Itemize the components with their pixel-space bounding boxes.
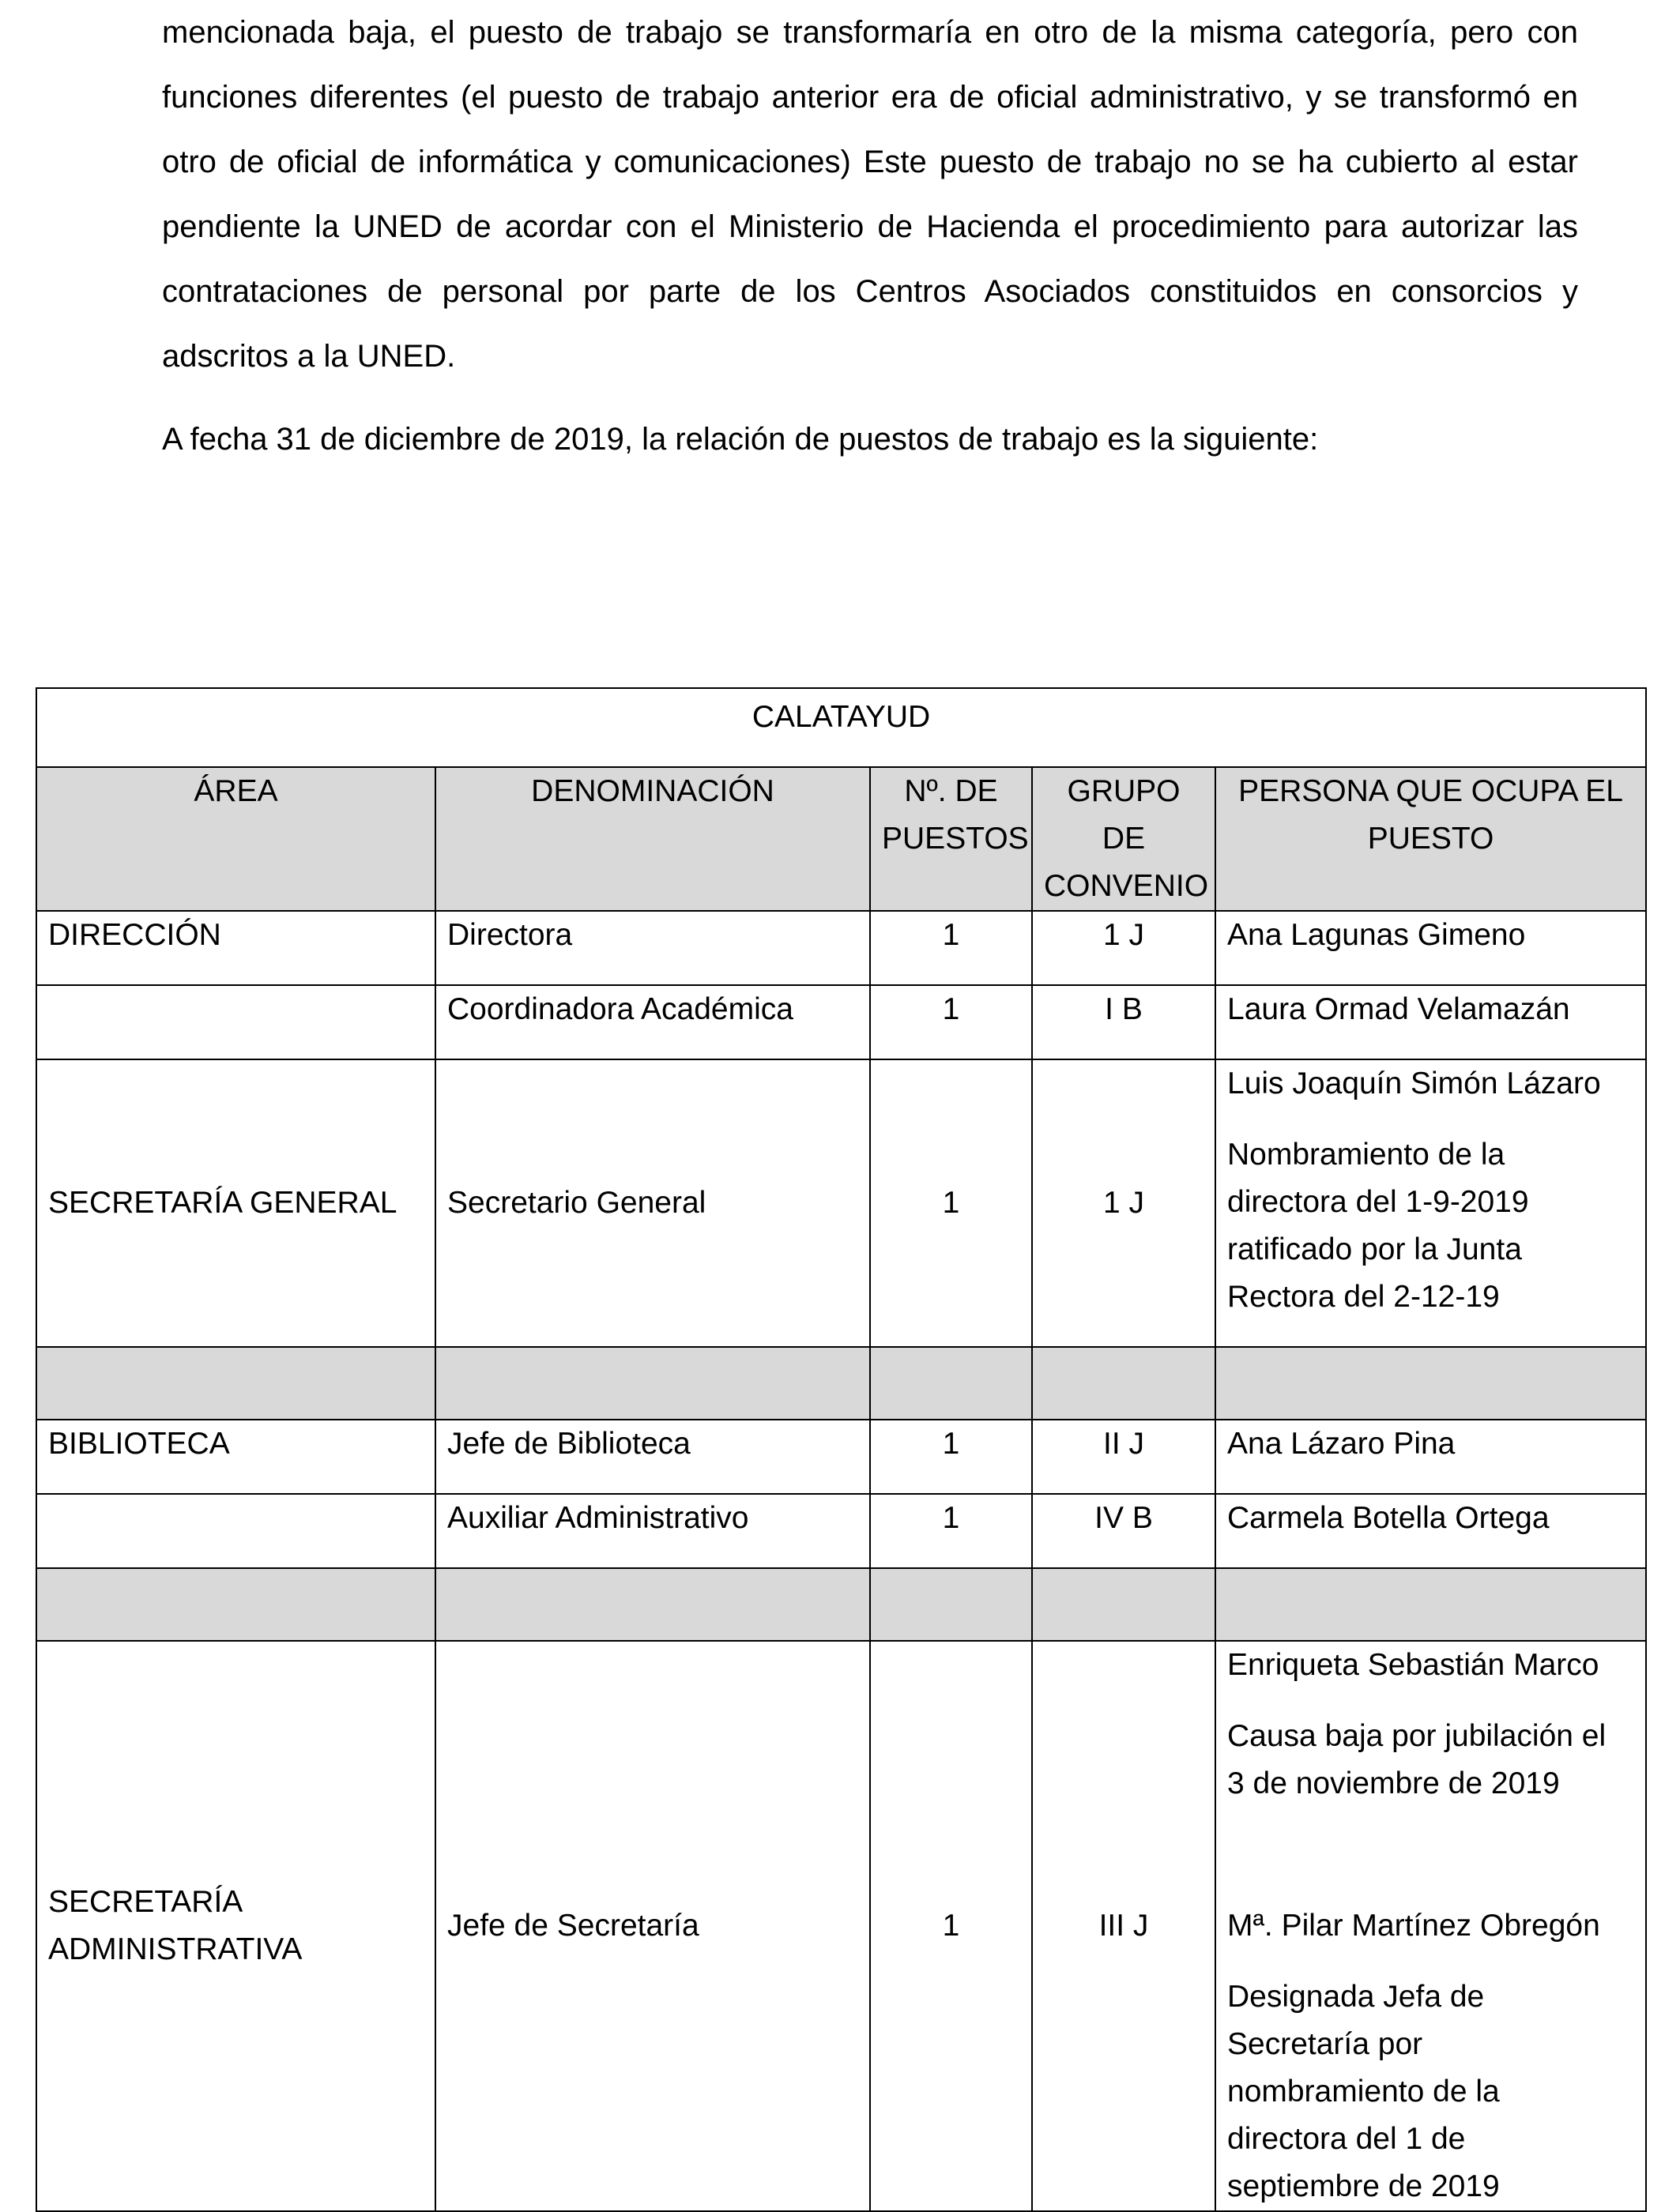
header-persona-line2: PUESTO [1367,822,1494,856]
cell-denominacion: Secretario General [435,1059,870,1347]
cell-puestos: 1 [870,1059,1032,1347]
note-line: Designada Jefa de [1227,1980,1485,2014]
cell-puestos: 1 [870,985,1032,1059]
cell-denominacion: Auxiliar Administrativo [435,1494,870,1568]
cell-puestos: 1 [870,1641,1032,2211]
header-grupo-line2: CONVENIO [1044,869,1209,903]
spacer-cell [870,1347,1032,1420]
spacer-cell [435,1347,870,1420]
persona-note [1227,1973,1634,2210]
table-row [36,985,1646,1059]
intro-paragraph [162,0,1578,389]
lead-sentence: A fecha 31 de diciembre de 2019, la relación de puestos de trabajo es la siguiente: [162,422,1319,457]
table-row [36,911,1646,985]
persona-name: Luis Joaquín Simón Lázaro [1227,1066,1601,1100]
cell-persona [1215,1059,1646,1347]
header-persona-line1: PERSONA QUE OCUPA EL [1238,774,1623,808]
header-puestos-line2: PUESTOS [882,822,1029,856]
note-line: Rectora del 2-12-19 [1227,1280,1500,1314]
table-row [36,1420,1646,1494]
spacer-row [36,1347,1646,1420]
area-line: ADMINISTRATIVA [48,1932,303,1966]
table-header-row [36,767,1646,911]
staff-table [36,687,1647,2212]
note-line: Secretaría por [1227,2027,1423,2061]
table-row [36,1494,1646,1568]
intro-line: pendiente la UNED de acordar con el Ministerio de Hacienda el procedimiento para autorizar las [162,209,1578,244]
intro-line: otro de oficial de informática y comunicaciones) Este puesto de trabajo no se ha cubierto al estar [162,145,1578,179]
persona-note [1227,1713,1634,1808]
blank-gap [1227,1808,1634,1902]
note-line: directora del 1-9-2019 [1227,1185,1529,1219]
spacer-cell [36,1347,435,1420]
table-row [36,1059,1646,1347]
cell-grupo: 1 J [1032,1059,1215,1347]
header-grupo [1032,767,1215,911]
cell-grupo: II J [1032,1420,1215,1494]
cell-area [36,1641,435,2211]
note-line: nombramiento de la [1227,2075,1500,2109]
persona-note [1227,1131,1634,1321]
header-puestos-line1: Nº. DE [904,774,998,808]
spacer-cell [870,1568,1032,1641]
cell-denominacion: Directora [435,911,870,985]
spacer-cell [1215,1568,1646,1641]
spacer-row [36,1568,1646,1641]
note-line: ratificado por la Junta [1227,1232,1522,1266]
cell-grupo: III J [1032,1641,1215,2211]
cell-denominacion: Jefe de Biblioteca [435,1420,870,1494]
cell-puestos: 1 [870,1494,1032,1568]
note-line: Nombramiento de la [1227,1138,1505,1172]
persona-name: Mª. Pilar Martínez Obregón [1227,1909,1600,1943]
area-line: SECRETARÍA [48,1885,243,1919]
header-persona [1215,767,1646,911]
header-puestos [870,767,1032,911]
note-line: Causa baja por jubilación el [1227,1719,1607,1753]
table-row [36,1641,1646,2211]
cell-puestos: 1 [870,1420,1032,1494]
cell-persona: Ana Lázaro Pina [1215,1420,1646,1494]
note-line: 3 de noviembre de 2019 [1227,1766,1560,1800]
cell-grupo: I B [1032,985,1215,1059]
intro-line: adscritos a la UNED. [162,339,456,374]
cell-area: BIBLIOTECA [36,1420,435,1494]
spacer-cell [1032,1347,1215,1420]
cell-area: DIRECCIÓN [36,911,435,985]
cell-area [36,985,435,1059]
cell-persona: Laura Ormad Velamazán [1215,985,1646,1059]
persona-name: Enriqueta Sebastián Marco [1227,1648,1599,1682]
table-caption-row [36,688,1646,767]
cell-persona: Carmela Botella Ortega [1215,1494,1646,1568]
cell-persona: Ana Lagunas Gimeno [1215,911,1646,985]
cell-area: SECRETARÍA GENERAL [36,1059,435,1347]
spacer-cell [1032,1568,1215,1641]
header-area: ÁREA [36,767,435,911]
cell-grupo: 1 J [1032,911,1215,985]
cell-denominacion: Jefe de Secretaría [435,1641,870,2211]
intro-line: funciones diferentes (el puesto de trabajo anterior era de oficial administrativo, y se transformó en [162,80,1578,115]
cell-persona [1215,1641,1646,2211]
note-line: directora del 1 de [1227,2122,1466,2156]
spacer-cell [435,1568,870,1641]
cell-grupo: IV B [1032,1494,1215,1568]
cell-denominacion: Coordinadora Académica [435,985,870,1059]
intro-line: contrataciones de personal por parte de los Centros Asociados constituidos en consorcios y [162,274,1578,309]
cell-puestos: 1 [870,911,1032,985]
spacer-cell [1215,1347,1646,1420]
note-line: septiembre de 2019 [1227,2169,1500,2203]
table-caption: CALATAYUD [36,688,1646,767]
intro-line: mencionada baja, el puesto de trabajo se transformaría en otro de la misma categoría, pero con [162,15,1578,50]
cell-area [36,1494,435,1568]
header-denominacion: DENOMINACIÓN [435,767,870,911]
header-grupo-line1: GRUPO DE [1067,774,1181,856]
spacer-cell [36,1568,435,1641]
